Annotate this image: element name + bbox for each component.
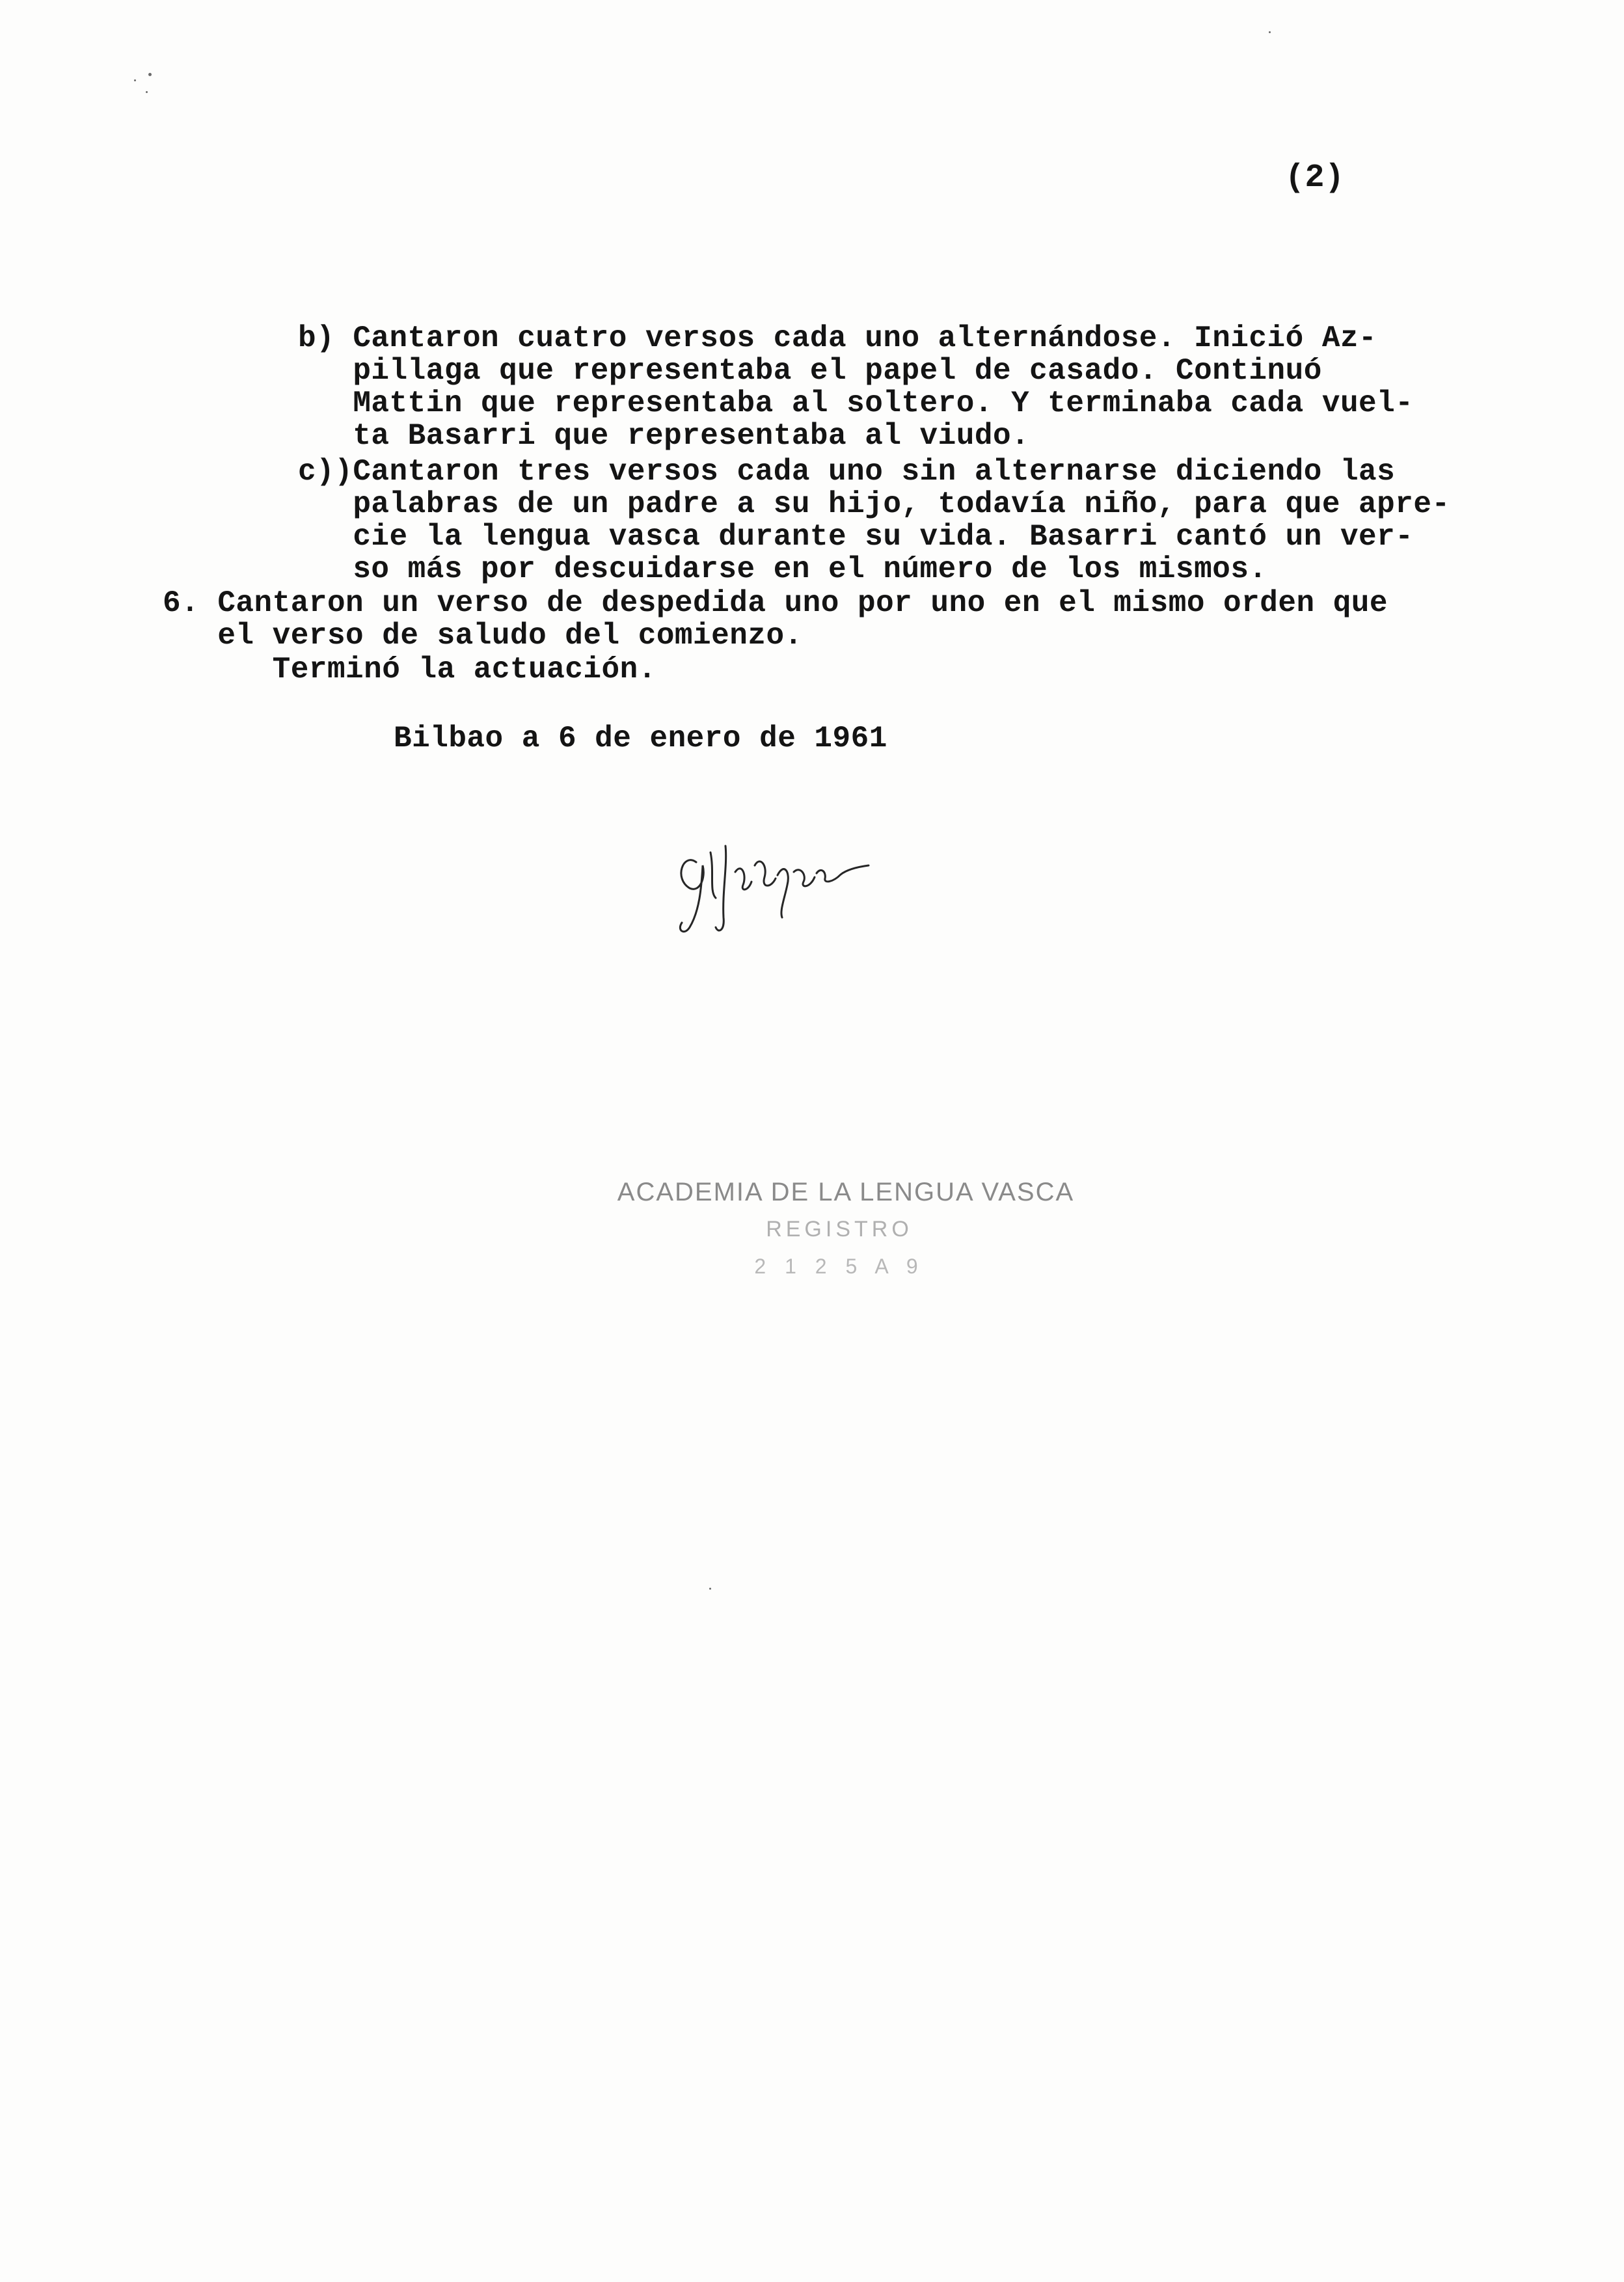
item-b-line-2: pillaga que representaba el papel de casado. Continuó	[298, 354, 1322, 388]
stamp-registry-label: REGISTRO	[766, 1217, 913, 1242]
scan-speck	[148, 73, 152, 76]
stamp-title: ACADEMIA DE LA LENGUA VASCA	[617, 1178, 1075, 1206]
item-b-line-1: b) Cantaron cuatro versos cada uno alternándose. Inició Az-	[298, 321, 1377, 355]
item-c-line-1: c))Cantaron tres versos cada uno sin alternarse diciendo las	[298, 455, 1396, 489]
page-number: (2)	[1285, 159, 1345, 197]
place-date: Bilbao a 6 de enero de 1961	[394, 722, 887, 755]
item-c-line-2: palabras de un padre a su hijo, todavía niño, para que apre-	[298, 487, 1450, 521]
item-c-line-4: so más por descuidarse en el número de los mismos.	[298, 552, 1267, 586]
handwritten-signature	[670, 826, 891, 937]
scan-speck	[146, 91, 148, 93]
scan-speck	[1269, 31, 1271, 33]
scan-speck	[709, 1588, 711, 1590]
item-b-line-3: Mattin que representaba al soltero. Y terminaba cada vuel-	[298, 387, 1414, 420]
item-c-line-3: cie la lengua vasca durante su vida. Basarri cantó un ver-	[298, 520, 1414, 554]
point-6-line-2: el verso de saludo del comienzo.	[163, 619, 803, 653]
stamp-registry-number: 2 1 2 5 A 9	[754, 1255, 925, 1278]
item-b-line-4: ta Basarri que representaba al viudo.	[298, 419, 1030, 453]
point-6-line-1: 6. Cantaron un verso de despedida uno por uno en el mismo orden que	[163, 586, 1388, 620]
point-6-closing: Terminó la actuación.	[163, 653, 656, 686]
scan-speck	[134, 79, 136, 81]
